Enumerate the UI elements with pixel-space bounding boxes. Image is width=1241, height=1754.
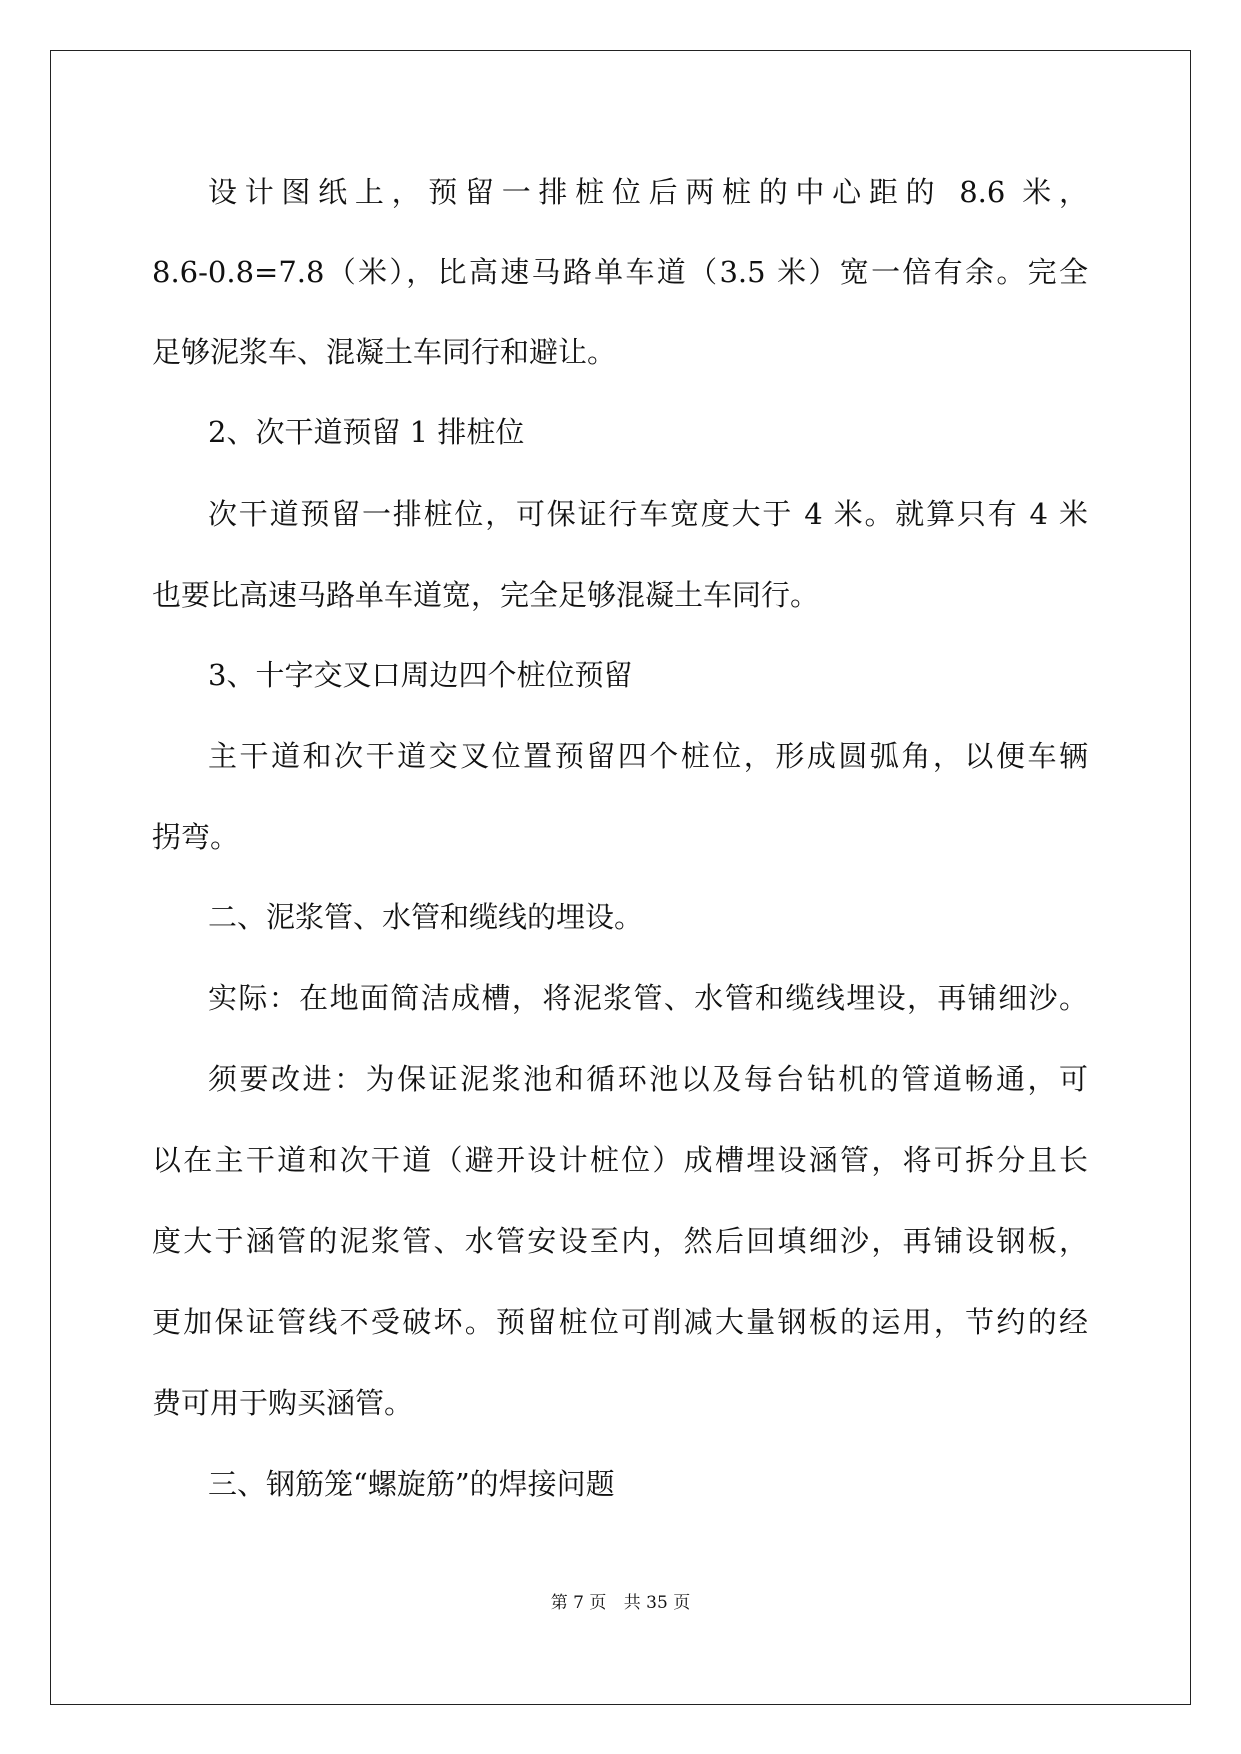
- paragraph-line: 费可用于购买涵管。: [152, 1386, 414, 1420]
- paragraph-line: 更加保证管线不受破坏。预留桩位可削减大量钢板的运用，节约的经: [152, 1305, 1088, 1339]
- section-heading: 二、泥浆管、水管和缆线的埋设。: [208, 900, 644, 934]
- paragraph-line: 拐弯。: [152, 820, 240, 854]
- page-footer: [0, 1588, 1241, 1613]
- paragraph-line: 足够泥浆车、混凝土车同行和避让。: [152, 335, 617, 369]
- page-number: 第 7 页: [550, 1593, 607, 1613]
- page-total: 共 35 页: [623, 1593, 691, 1613]
- paragraph-line: 须要改进：为保证泥浆池和循环池以及每台钻机的管道畅通，可: [208, 1062, 1088, 1096]
- paragraph-line: 度大于涵管的泥浆管、水管安设至内，然后回填细沙，再铺设钢板，: [152, 1224, 1088, 1258]
- section-heading: 2、次干道预留 1 排桩位: [208, 415, 525, 449]
- paragraph-line: 也要比高速马路单车道宽，完全足够混凝土车同行。: [152, 578, 820, 612]
- section-heading: 三、钢筋笼“螺旋筋”的焊接问题: [208, 1467, 615, 1501]
- paragraph-line: 以在主干道和次干道（避开设计桩位）成槽埋设涵管，将可拆分且长: [152, 1143, 1088, 1177]
- paragraph-line: 次干道预留一排桩位，可保证行车宽度大于 4 米。就算只有 4 米: [208, 497, 1088, 531]
- paragraph-line: 8.6-0.8=7.8（米），比高速马路单车道（3.5 米）宽一倍有余。完全: [152, 255, 1088, 289]
- paragraph-line: 实际：在地面简洁成槽，将泥浆管、水管和缆线埋设，再铺细沙。: [208, 981, 1088, 1015]
- page-border: [50, 50, 1191, 1705]
- paragraph-line: 设计图纸上，预留一排桩位后两桩的中心距的 8.6 米，: [208, 175, 1088, 209]
- section-heading: 3、十字交叉口周边四个桩位预留: [208, 658, 633, 692]
- paragraph-line: 主干道和次干道交叉位置预留四个桩位，形成圆弧角，以便车辆: [208, 739, 1088, 773]
